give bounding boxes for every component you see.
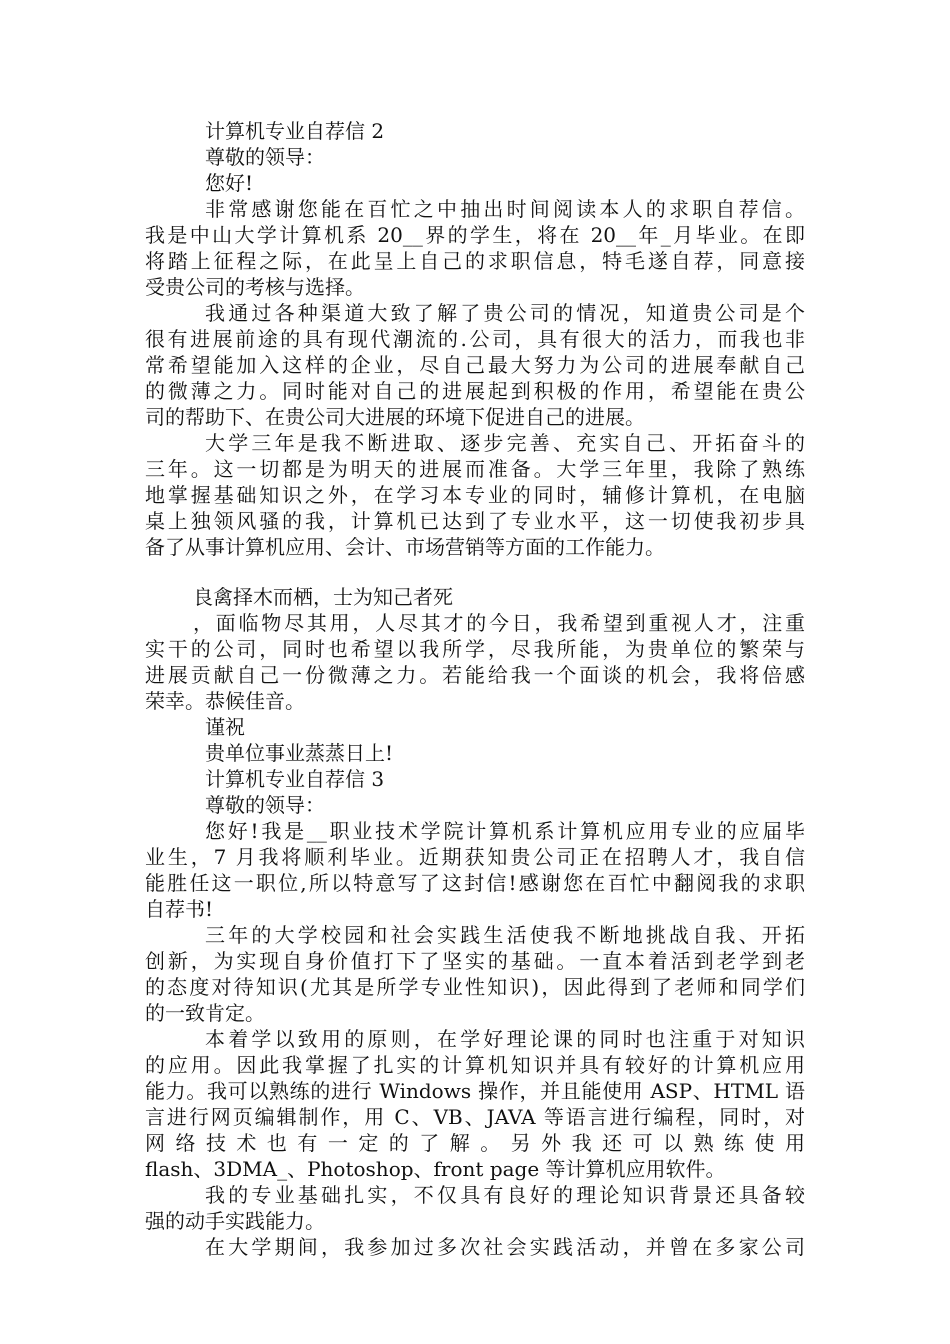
text-line: 桌上独领风骚的我，计算机已达到了专业水平，这一切使我初步具 [145,509,805,533]
text-line: 我的专业基础扎实，不仅具有良好的理论知识背景还具备较 [205,1183,805,1207]
text-line: 尊敬的领导： [205,145,325,169]
text-line: 自荐书! [145,897,214,921]
text-line: 受贵公司的考核与选择。 [145,275,365,299]
text-line: 荣幸。恭候佳音。 [145,689,305,713]
text-line: 非常感谢您能在百忙之中抽出时间阅读本人的求职自荐信。 [205,197,805,221]
text-line: 的应用。因此我掌握了扎实的计算机知识并具有较好的计算机应用 [145,1053,805,1077]
text-line: 计算机专业自荐信 3 [205,767,385,791]
text-line: 三年的大学校园和社会实践生活使我不断地挑战自我、开拓 [205,923,805,947]
text-line: 良禽择木而栖，士为知己者死 [193,585,453,609]
text-line: 三年。这一切都是为明天的进展而准备。大学三年里，我除了熟练 [145,457,805,481]
text-line: 很有进展前途的具有现代潮流的.公司，具有很大的活力，而我也非 [145,327,805,351]
text-line: 的态度对待知识(尤其是所学专业性知识)，因此得到了老师和同学们 [145,975,805,999]
text-line: 我是中山大学计算机系 20__界的学生，将在 20__年_月毕业。在即 [145,223,805,247]
blank-line [145,560,805,584]
text-line: 言进行网页编辑制作，用 C、VB、JAVA 等语言进行编程，同时，对 [145,1105,805,1129]
text-line: 贵单位事业蒸蒸日上! [205,741,394,765]
text-line: 本着学以致用的原则，在学好理论课的同时也注重于对知识 [205,1027,805,1051]
text-line: 司的帮助下、在贵公司大进展的环境下促进自己的进展。 [145,405,645,429]
text-line: 创新，为实现自身价值打下了坚实的基础。一直本着活到老学到老 [145,949,805,973]
text-line: ，面临物尽其用，人尽其才的今日，我希望到重视人才，注重 [193,611,805,635]
text-line: 将踏上征程之际，在此呈上自己的求职信息，特毛遂自荐，同意接 [145,249,805,273]
text-line: flash、3DMA_、Photoshop、front page 等计算机应用软件。 [145,1157,726,1181]
text-line: 强的动手实践能力。 [145,1209,325,1233]
text-line: 网 络 技 术 也 有 一 定 的 了 解 。 另 外 我 还 可 以 熟 练 使 用 [145,1131,805,1155]
text-line: 您好!我是__职业技术学院计算机系计算机应用专业的应届毕 [205,819,805,843]
text-line: 进展贡献自己一份微薄之力。若能给我一个面谈的机会，我将倍感 [145,663,805,687]
text-line: 实干的公司，同时也希望以我所学，尽我所能，为贵单位的繁荣与 [145,637,805,661]
text-line: 的一致肯定。 [145,1001,265,1025]
text-line: 您好! [205,171,254,195]
text-line: 尊敬的领导： [205,793,325,817]
text-line: 备了从事计算机应用、会计、市场营销等方面的工作能力。 [145,535,665,559]
text-line: 能胜任这一职位,所以特意写了这封信!感谢您在百忙中翻阅我的求职 [145,871,805,895]
text-line: 计算机专业自荐信 2 [205,119,385,143]
text-line: 地掌握基础知识之外，在学习本专业的同时，辅修计算机，在电脑 [145,483,805,507]
text-line: 能力。我可以熟练的进行 Windows 操作，并且能使用 ASP、HTML 语 [145,1079,805,1103]
text-line: 业生，7 月我将顺利毕业。近期获知贵公司正在招聘人才，我自信 [145,845,805,869]
text-line: 我通过各种渠道大致了解了贵公司的情况，知道贵公司是个 [205,301,805,325]
text-line: 常希望能加入这样的企业，尽自己最大努力为公司的进展奉献自己 [145,353,805,377]
text-line: 的微薄之力。同时能对自己的进展起到积极的作用，希望能在贵公 [145,379,805,403]
text-line: 谨祝 [205,715,245,739]
document-page [145,118,805,1260]
text-line: 大学三年是我不断进取、逐步完善、充实自己、开拓奋斗的 [205,431,805,455]
text-line: 在大学期间，我参加过多次社会实践活动，并曾在多家公司 [205,1235,805,1259]
